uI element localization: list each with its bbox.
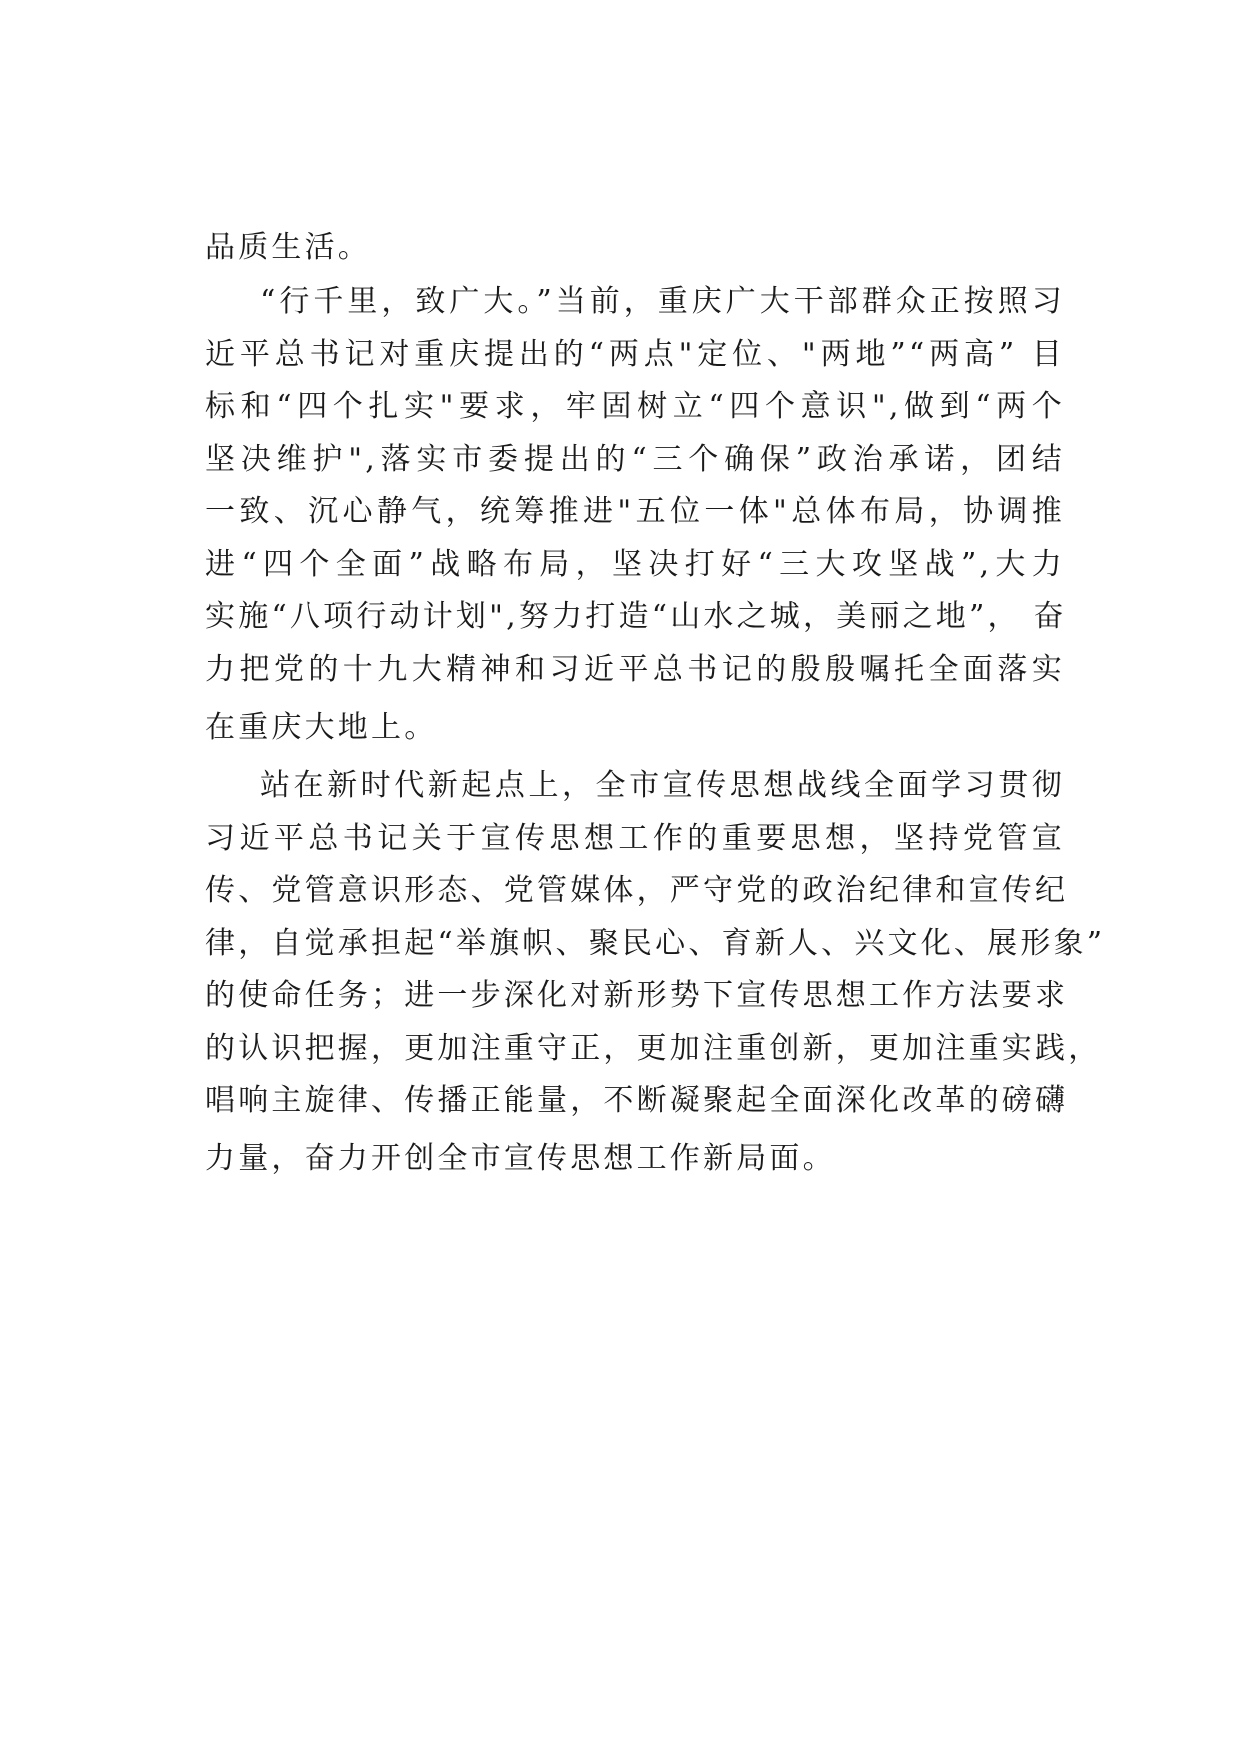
paragraph-2-line-5: 一致、沉心静气，统筹推进"五位一体"总体布局，协调推	[205, 494, 1065, 529]
paragraph-1-line-1: 品质生活。	[205, 230, 371, 265]
paragraph-2-line-9: 在重庆大地上。	[205, 710, 438, 745]
paragraph-2-line-4: 坚决维护",落实市委提出的“三个确保”政治承诺，团结	[205, 442, 1065, 477]
paragraph-2-line-7: 实施“八项行动计划",努力打造“山水之城，美丽之地”， 奋	[205, 599, 1067, 634]
paragraph-3-line-5: 的使命任务；进一步深化对新形势下宣传思想工作方法要求	[205, 978, 1069, 1013]
paragraph-3-line-8: 力量，奋力开创全市宣传思想工作新局面。	[205, 1141, 836, 1176]
paragraph-2-line-1: “行千里，致广大。”当前，重庆广大干部群众正按照习	[260, 284, 1065, 319]
paragraph-2-line-6: 进“四个全面”战略布局，坚决打好“三大攻坚战”,大力	[205, 547, 1065, 582]
paragraph-3-line-4: 律，自觉承担起“举旗帜、聚民心、育新人、兴文化、展形象”	[205, 926, 1106, 961]
paragraph-2-line-3: 标和“四个扎实"要求，牢固树立“四个意识",做到“两个	[205, 389, 1065, 424]
paragraph-3-line-6: 的认识把握，更加注重守正，更加注重创新，更加注重实践，	[205, 1031, 1102, 1066]
paragraph-3-line-2: 习近平总书记关于宣传思想工作的重要思想，坚持党管宣	[205, 821, 1065, 856]
paragraph-3-line-3: 传、党管意识形态、党管媒体，严守党的政治纪律和宣传纪	[205, 873, 1069, 908]
paragraph-3-line-1: 站在新时代新起点上，全市宣传思想战线全面学习贯彻	[260, 768, 1065, 803]
paragraph-2-line-2: 近平总书记对重庆提出的“两点"定位、"两地”“两高” 目	[205, 337, 1065, 372]
paragraph-3-line-7: 唱响主旋律、传播正能量，不断凝聚起全面深化改革的磅礴	[205, 1083, 1069, 1118]
paragraph-2-line-8: 力把党的十九大精神和习近平总书记的殷殷嘱托全面落实	[205, 652, 1065, 687]
